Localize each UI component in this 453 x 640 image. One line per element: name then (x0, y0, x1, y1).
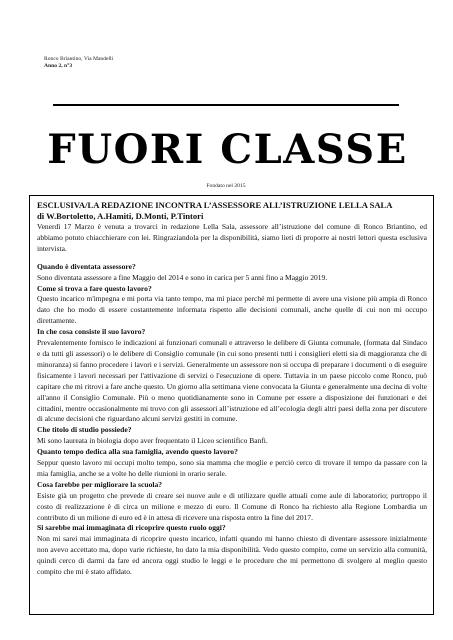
answer-2: Questo incarico m'impegna e mi porta via tanto tempo, ma mi piace perché mi permette di avere una visione più ampia di Ronco dato che ho modo di essere costantemente informata rispetto alle decisioni comunali, anche quelle di cui non mi occupo direttamente. (37, 294, 427, 326)
founded-note: Fondato nel 2015 (206, 183, 246, 189)
article-byline: di W.Bortoletto, A.Hamiti, D.Monti, P.Tintori (37, 211, 204, 221)
question-7: Si sarebbe mai immaginata di ricoprire questo ruolo oggi? (37, 523, 226, 533)
masthead-rule (53, 104, 399, 106)
question-1: Quando è diventata assessore? (37, 261, 136, 271)
answer-3: Prevalentemente fornisco le indicazioni ai funzionari comunali e attraverso le delibere di Giunta comunale, (formata dal Sindaco e da tutti gli assessori) o le delibere di Consiglio comunale (in cui sono presenti tutti i consiglieri eletti sia di maggioranza che di minoranza) si fanno procedere i lavori e i servizi. Generalmente un assessore non si occupa di preparare i documenti o di eseguire fisicamente i lavori necessari per l'attivazione di servizi o l'esecuzione di opere. Tuttavia in un paese piccolo come Ronco, può capitare che mi ritrovi a fare anche questo. Un giorno alla settimana viene convocata la Giunta e generalmente una decina di volte all'anno il Consiglio Comunale. Più o meno quotidianamente sono in Comune per essere a disposizione dei funzionari e dei cittadini, mentre occasionalmente mi trovo con gli assessori all’istruzione ed all’ecologia degli altri paesi della zona per discutere di alcune decisioni che riguardano alcuni servizi gestiti in comune. (37, 338, 427, 424)
question-2: Come si trova a fare questo lavoro? (37, 283, 152, 293)
section-gap (37, 255, 427, 262)
question-4: Che titolo di studio possiede? (37, 425, 132, 435)
newspaper-title: FUORI CLASSE (47, 126, 408, 173)
answer-4: Mi sono laureata in biologia dopo aver frequentato il Liceo scientifico Banfi. (37, 436, 268, 446)
article-headline: ESCLUSIVA/LA REDAZIONE INCONTRA L’ASSESSORE ALL’ISTRUZIONE LELLA SALA (37, 200, 393, 210)
header-info (44, 56, 113, 70)
article-intro: Venerdì 17 Marzo è venuta a trovarci in redazione Lella Sala, assessore all’istruzione del comune di Ronco Briantino, ed abbiamo potuto chiacchierare con lei. Ringraziandola per la disponibilità, siamo lieti di proporre ai nostri lettori questa esclusiva intervista. (37, 222, 427, 253)
answer-7: Non mi sarei mai immaginata di ricoprire questo incarico, infatti quando mi hanno chiesto di diventare assessore inizialmente non avevo accettato ma, dopo varie richieste, ho dato la mia disponibilità. Vedo questo compito, come un servizio alla comunità, quindi cerco di darmi da fare ed ancora oggi studio le leggi e le procedure che mi permettono di svolgere al meglio questo compito che mi è stato affidato. (37, 534, 427, 577)
answer-5: Seppur questo lavoro mi occupi molto tempo, sono sia mamma che moglie e perciò cerco di trovare il tempo da passare con la mia famiglia, anche se a volte ho delle riunioni in orario serale. (37, 458, 427, 478)
answer-6: Esiste già un progetto che prevede di creare sei nuove aule e di utilizzare quelle attuali come aule di laboratorio; purtroppo il costo di realizzazione è di circa un milione e mezzo di euro. Il Comune di Ronco ha richiesto alla Regione Lombardia un contributo di un milione di euro ed è in attesa di ricevere una risposta entro la fine del 2017. (37, 490, 427, 522)
location-line: Ronco Briantino, Via Mandelli (44, 56, 114, 62)
issue-line: Anno 2, n°3 (44, 63, 73, 69)
answer-1: Sono diventata assessore a fine Maggio del 2014 e sono in carica per 5 anni fino a Maggio 2019. (37, 272, 328, 282)
question-6: Cosa farebbe per migliorare la scuola? (37, 479, 163, 489)
article-box (29, 195, 434, 615)
question-5: Quanto tempo dedica alla sua famiglia, avendo questo lavoro? (37, 447, 238, 457)
question-3: In che cosa consiste il suo lavoro? (37, 327, 146, 337)
